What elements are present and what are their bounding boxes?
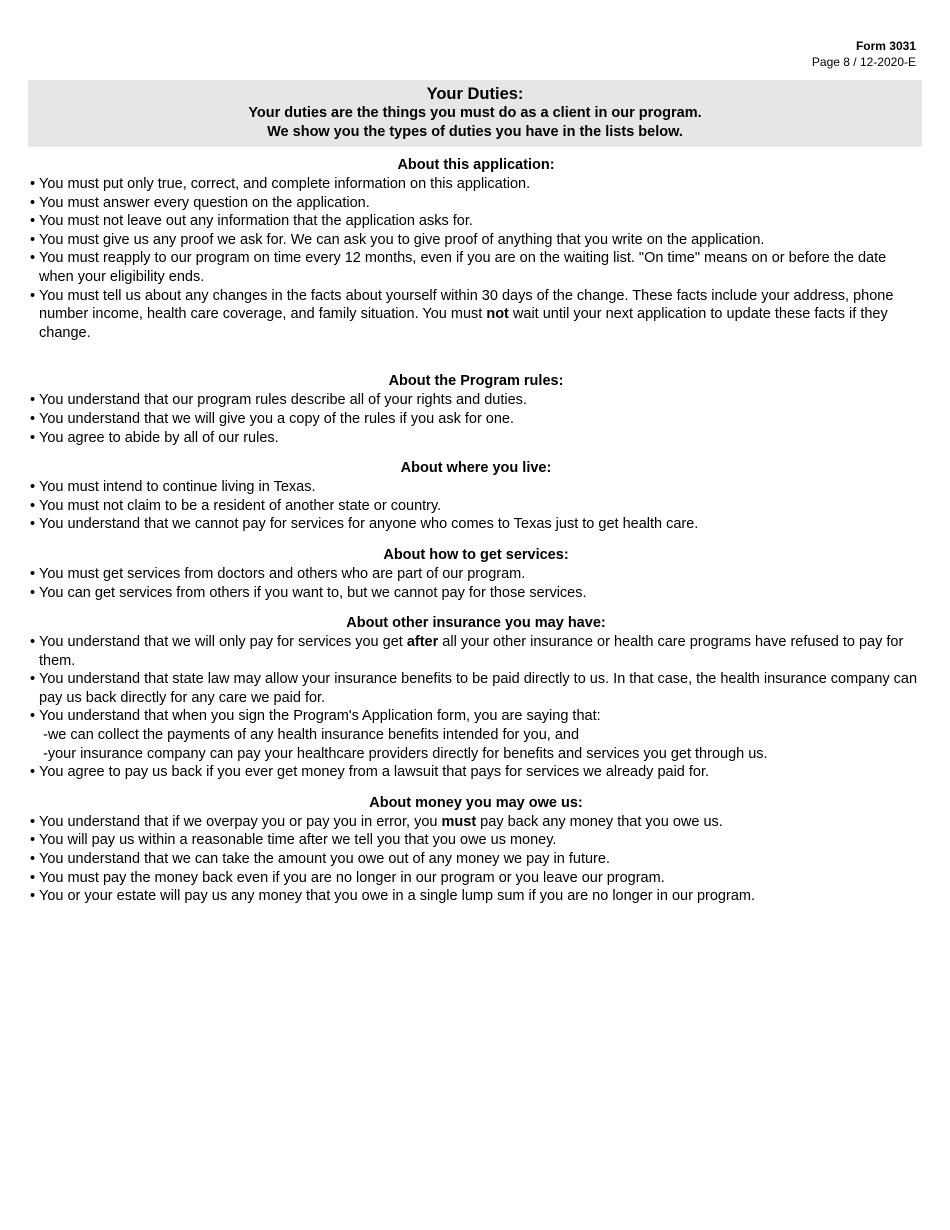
- form-number: Form 3031: [855, 39, 916, 53]
- list-item: • You understand that our program rules describe all of your rights and duties.: [30, 392, 527, 409]
- list-item: • You must tell us about any changes in the facts about yourself within 30 days of the change. These facts include your address, phone number income, health care coverage, and family situation. You must not wait until your next application to update these facts if they change.: [30, 287, 894, 341]
- list-item: • You must put only true, correct, and complete information on this application.: [30, 176, 531, 192]
- bullet-list: [30, 633, 922, 726]
- list-item: • You must reapply to our program on time every 12 months, even if you are on the waiting list. "On time" means on or before the date when your eligibility ends.: [30, 250, 887, 285]
- list-item: • You must give us any proof we ask for. We can ask you to give proof of anything that you write on the application.: [30, 231, 765, 248]
- list-item: • You understand that we cannot pay for services for anyone who comes to Texas just to get health care.: [30, 516, 699, 533]
- list-item: • You understand that we will only pay for services you get after all your other insurance or health care programs have refused to pay for them.: [30, 634, 904, 669]
- bullet-list: [30, 478, 922, 534]
- list-item: • You agree to abide by all of our rules.: [30, 429, 279, 446]
- section-get-services: [30, 546, 922, 602]
- list-item: • You agree to pay us back if you ever get money from a lawsuit that pays for services we already paid for.: [30, 764, 710, 781]
- list-item: • You understand that if we overpay you or pay you in error, you must pay back any money that you owe us.: [30, 813, 723, 830]
- sub-list-item: -we can collect the payments of any health insurance benefits intended for you, and: [43, 727, 580, 744]
- bullet-list: [30, 565, 922, 602]
- list-item: • You understand that we can take the amount you owe out of any money we pay in future.: [30, 851, 610, 868]
- list-item: • You understand that state law may allow your insurance benefits to be paid directly to us. In that case, the health insurance company can pay us back directly for any care we paid for.: [30, 671, 918, 706]
- duties-banner: [28, 80, 922, 147]
- duties-content: [30, 156, 922, 918]
- bullet-list: [30, 391, 922, 447]
- list-item: • You must answer every question on the application.: [30, 194, 370, 211]
- section-heading: About this application:: [397, 157, 555, 173]
- page-info: Page 8 / 12-2020-E: [811, 55, 916, 69]
- list-item: • You or your estate will pay us any money that you owe in a single lump sum if you are no longer in our program.: [30, 888, 755, 905]
- section-heading: About how to get services:: [383, 546, 569, 563]
- banner-title: Your Duties:: [426, 85, 524, 103]
- bullet-list: [30, 175, 922, 342]
- list-item: • You understand that we will give you a copy of the rules if you ask for one.: [30, 410, 515, 427]
- list-item: • You must not leave out any information that the application asks for.: [30, 213, 473, 230]
- list-item: • You can get services from others if you want to, but we cannot pay for those services.: [30, 584, 587, 601]
- section-where-you-live: [30, 459, 922, 534]
- form-header: [812, 38, 916, 70]
- banner-line-2: We show you the types of duties you have in the lists below.: [267, 124, 683, 140]
- section-heading: About money you may owe us:: [369, 794, 583, 811]
- list-item: • You must get services from doctors and others who are part of our program.: [30, 565, 526, 582]
- section-program-rules: [30, 372, 922, 447]
- list-item: • You will pay us within a reasonable time after we tell you that you owe us money.: [30, 832, 557, 849]
- section-money-owed: [30, 794, 922, 906]
- list-item: • You must intend to continue living in Texas.: [30, 479, 316, 496]
- banner-line-1: Your duties are the things you must do as a client in our program.: [248, 105, 702, 121]
- section-other-insurance: [30, 614, 922, 782]
- bullet-list: [30, 763, 922, 782]
- section-heading: About the Program rules:: [388, 373, 564, 390]
- section-heading: About where you live:: [400, 460, 552, 477]
- section-application: [30, 156, 922, 342]
- bullet-list: [30, 813, 922, 906]
- list-item: • You understand that when you sign the Program's Application form, you are saying that:: [30, 708, 601, 725]
- section-heading: About other insurance you may have:: [346, 615, 606, 632]
- sub-list-item: -your insurance company can pay your healthcare providers directly for benefits and services you get through us.: [43, 745, 768, 762]
- list-item: • You must not claim to be a resident of another state or country.: [30, 497, 442, 514]
- list-item: • You must pay the money back even if you are no longer in our program or you leave our program.: [30, 869, 665, 886]
